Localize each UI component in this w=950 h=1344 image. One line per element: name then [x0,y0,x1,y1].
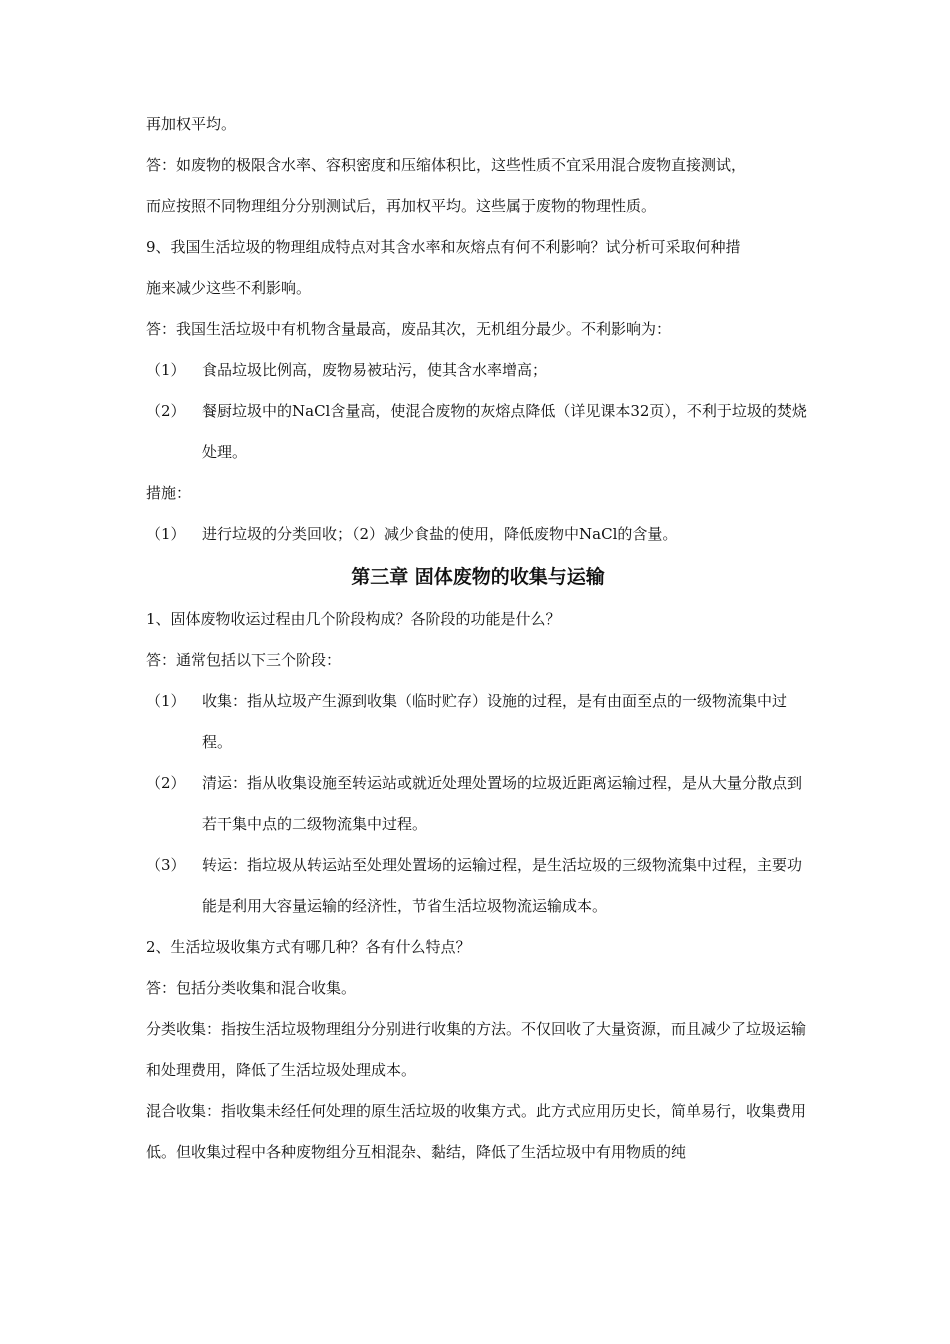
question-1: 1、固体废物收运过程由几个阶段构成？各阶段的功能是什么？ [146,610,561,628]
list-item [146,350,810,391]
sorted-collection-paragraph: 分类收集：指按生活垃圾物理组分分别进行收集的方法。不仅回收了大量资源，而且减少了垃圾运输和处理费用，降低了生活垃圾处理成本。 [146,1020,807,1079]
answer-9: 答：我国生活垃圾中有机物含量最高，废品其次，无机组分最少。不利影响为： [146,320,672,338]
list-text: 转运：指垃圾从转运站至处理处置场的运输过程，是生活垃圾的三级物流集中过程，主要功能是利用大容量运输的经济性，节省生活垃圾物流运输成本。 [202,856,803,915]
list-number: （1） [146,361,186,379]
list-number: （3） [146,856,186,874]
mixed-collection-paragraph: 混合收集：指收集未经任何处理的原生活垃圾的收集方式。此方式应用历史长，简单易行，收集费用低。但收集过程中各种废物组分互相混杂、黏结，降低了生活垃圾中有用物质的纯 [146,1102,807,1161]
text-line: 再加权平均。 [146,115,237,133]
list-number: （2） [146,402,186,420]
list-item [146,845,810,927]
list-item [146,514,810,555]
measures-label: 措施： [146,484,192,502]
list-number: （1） [146,692,186,710]
list-text: 清运：指从收集设施至转运站或就近处理处置场的垃圾近距离运输过程，是从大量分散点到若干集中点的二级物流集中过程。 [202,774,803,833]
question-2: 2、生活垃圾收集方式有哪几种？各有什么特点？ [146,938,471,956]
chapter-heading: 第三章 固体废物的收集与运输 [351,566,605,588]
answer-1: 答：通常包括以下三个阶段： [146,651,342,669]
list-number: （1） [146,525,186,543]
list-text: 餐厨垃圾中的NaCl含量高，使混合废物的灰熔点降低（详见课本32页），不利于垃圾的焚烧处理。 [202,402,807,461]
list-text: 收集：指从垃圾产生源到收集（临时贮存）设施的过程，是有由面至点的一级物流集中过程。 [202,692,788,751]
answer-2: 答：包括分类收集和混合收集。 [146,979,357,997]
list-item [146,681,810,763]
document-page [146,104,810,1173]
text-line: 而应按照不同物理组分分别测试后，再加权平均。这些属于废物的物理性质。 [146,197,657,215]
answer-line: 答：如废物的极限含水率、容积密度和压缩体积比，这些性质不宜采用混合废物直接测试， [146,156,747,174]
list-number: （2） [146,774,186,792]
list-text: 食品垃圾比例高，废物易被玷污，使其含水率增高； [202,361,548,379]
list-item [146,763,810,845]
question-9: 9、我国生活垃圾的物理组成特点对其含水率和灰熔点有何不利影响？试分析可采取何种措 [146,238,741,256]
list-text: 进行垃圾的分类回收；（2）减少食盐的使用，降低废物中NaCl的含量。 [202,525,678,543]
question-9-cont: 施来减少这些不利影响。 [146,279,312,297]
list-item [146,391,810,473]
